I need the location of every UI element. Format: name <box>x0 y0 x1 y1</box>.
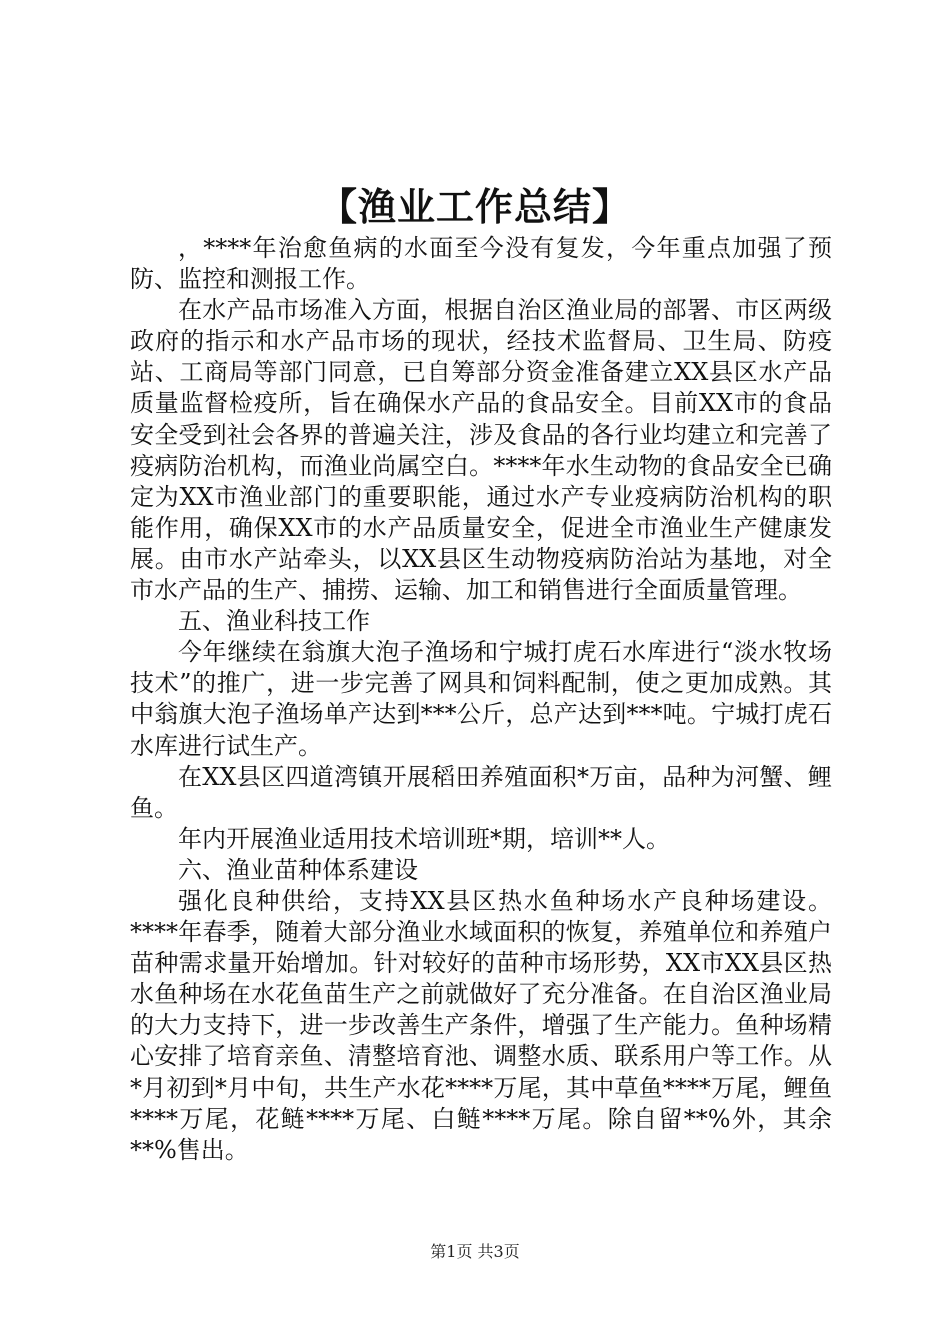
paragraph-disease-prevention: ，****年治愈鱼病的水面至今没有复发，今年重点加强了预防、监控和测报工作。 <box>130 234 832 294</box>
section-heading-seedling: 六、渔业苗种体系建设 <box>178 855 418 884</box>
paragraph-market-access: 在水产品市场准入方面，根据自治区渔业局的部署、市区两级政府的指示和水产品市场的现状，经技术监督局、卫生局、防疫站、工商局等部门同意，已自筹部分资金准备建立XX县区水产品质量监督检疫所，旨在确保水产品的食品安全。目前XX市的食品安全受到社会各界的普遍关注，涉及食品的各行业均建立和完善了疫病防治机构，而渔业尚属空白。****年水生动物的食品安全已确定为XX市渔业部门的重要职能，通过水产专业疫病防治机构的职能作用，确保XX市的水产品质量安全，促进全市渔业生产健康发展。由市水产站牵头，以XX县区生动物疫病防治站为基地，对全市水产品的生产、捕捞、运输、加工和销售进行全面质量管理。 <box>130 296 832 605</box>
paragraph-rice-field: 在XX县区四道湾镇开展稻田养殖面积*万亩，品种为河蟹、鲤鱼。 <box>130 762 832 822</box>
section-heading-tech: 五、渔业科技工作 <box>178 607 370 636</box>
paragraph-seedling-system: 强化良种供给，支持XX县区热水鱼种场水产良种场建设。****年春季，随着大部分渔业水域面积的恢复，养殖单位和养殖户苗种需求量开始增加。针对较好的苗种市场形势，XX市XX县区热水鱼种场在水花鱼苗生产之前就做好了充分准备。在自治区渔业局的大力支持下，进一步改善生产条件，增强了生产能力。鱼种场精心安排了培育亲鱼、清整培育池、调整水质、联系用户等工作。从*月初到*月中旬，共生产水花****万尾，其中草鱼****万尾，鲤鱼****万尾，花鲢****万尾、白鲢****万尾。除自留**%外，其余**%售出。 <box>130 886 832 1164</box>
document-body <box>130 233 832 1166</box>
paragraph-training: 年内开展渔业适用技术培训班*期，培训**人。 <box>178 824 670 853</box>
page-footer: 第1页 共3页 <box>430 1242 520 1261</box>
document-title: 【渔业工作总结】 <box>318 185 631 229</box>
paragraph-pasture-tech: 今年继续在翁旗大泡子渔场和宁城打虎石水库进行“淡水牧场技术”的推广，进一步完善了网具和饲料配制，使之更加成熟。其中翁旗大泡子渔场单产达到***公斤，总产达到***吨。宁城打虎石水库进行试生产。 <box>130 638 832 760</box>
